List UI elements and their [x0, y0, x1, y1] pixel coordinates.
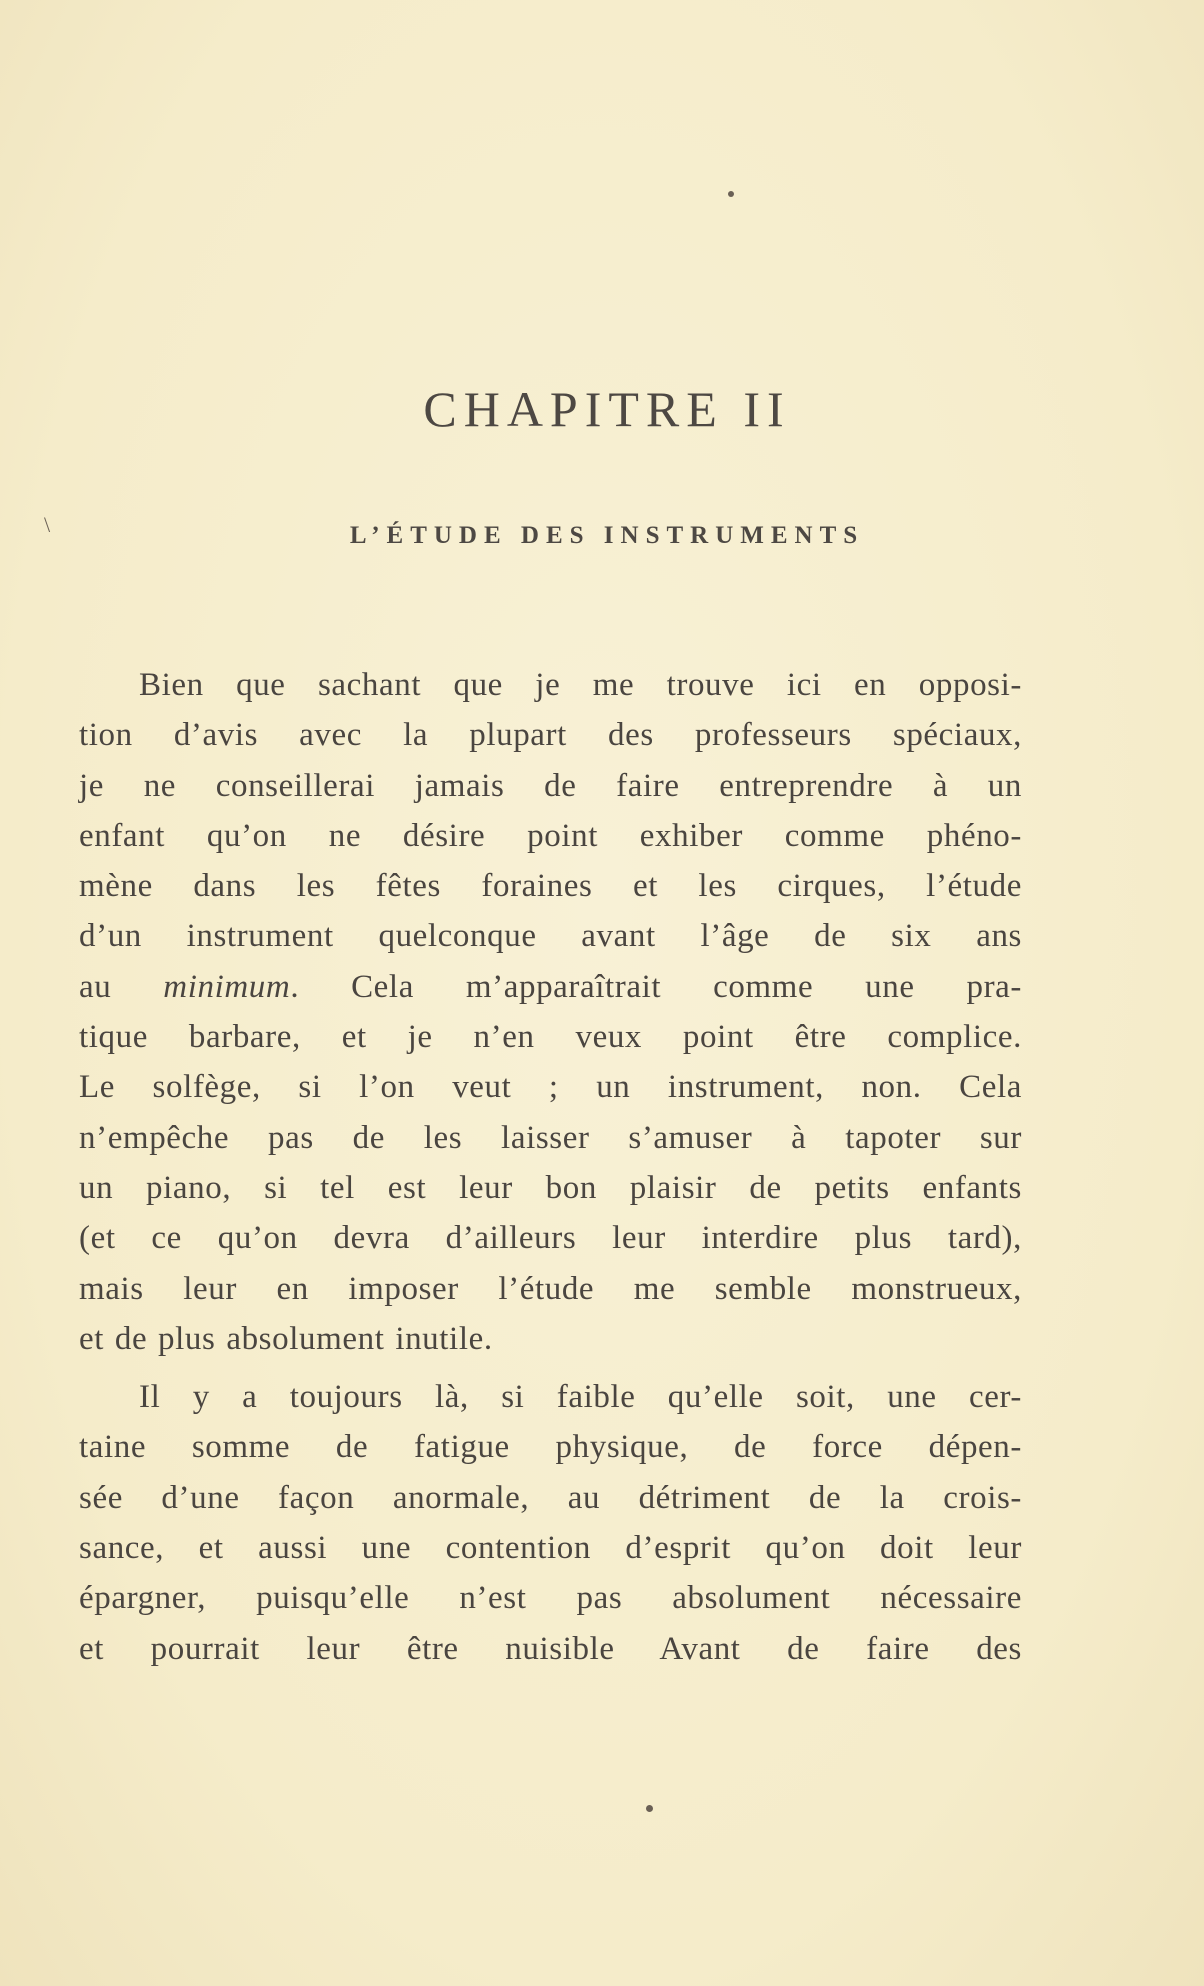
text-line: Il y a toujours là, si faible qu’elle soit, une cer-	[139, 1379, 1022, 1416]
margin-mark: \	[44, 512, 51, 537]
page-mark-dot	[728, 191, 734, 197]
chapter-title: CHAPITRE II	[423, 381, 791, 437]
text-line: d’un instrument quelconque avant l’âge de six ans	[79, 918, 1022, 955]
text-line: et de plus absolument inutile.	[79, 1320, 493, 1357]
paragraph-gap	[79, 1364, 1022, 1372]
text-line: et pourrait leur être nuisible Avant de faire des	[79, 1630, 1022, 1667]
text-line: un piano, si tel est leur bon plaisir de petits enfants	[79, 1169, 1022, 1206]
text-line: tion d’avis avec la plupart des professeurs spéciaux,	[79, 717, 1022, 754]
body-text	[79, 660, 1022, 1674]
text-line: sance, et aussi une contention d’esprit qu’on doit leur	[79, 1530, 1022, 1567]
text-line: épargner, puisqu’elle n’est pas absolument nécessaire	[79, 1580, 1022, 1617]
text-line: n’empêche pas de les laisser s’amuser à tapoter sur	[79, 1119, 1022, 1156]
text-line: tique barbare, et je n’en veux point être complice.	[79, 1019, 1022, 1056]
text-line: je ne conseillerai jamais de faire entreprendre à un	[79, 767, 1022, 804]
text-line: (et ce qu’on devra d’ailleurs leur interdire plus tard),	[79, 1220, 1022, 1257]
text-line: mène dans les fêtes foraines et les cirques, l’étude	[79, 868, 1022, 905]
text-line: Le solfège, si l’on veut ; un instrument, non. Cela	[79, 1069, 1022, 1106]
text-line-with-emphasis: au minimum. Cela m’apparaîtrait comme une pra-	[79, 968, 1022, 1005]
text-line: taine somme de fatigue physique, de force dépen-	[79, 1429, 1022, 1466]
text-line: mais leur en imposer l’étude me semble monstrueux,	[79, 1270, 1022, 1307]
text-line: sée d’une façon anormale, au détriment de la crois-	[79, 1479, 1022, 1516]
text-line: Bien que sachant que je me trouve ici en opposi-	[139, 667, 1022, 703]
chapter-subtitle: L’ÉTUDE DES INSTRUMENTS	[349, 522, 865, 549]
emphasized-word: minimum	[163, 968, 291, 1005]
page-mark-dot	[646, 1805, 653, 1812]
text-line: enfant qu’on ne désire point exhiber comme phéno-	[79, 817, 1022, 854]
paragraph-1	[79, 660, 1022, 1364]
paragraph-2	[79, 1372, 1022, 1674]
